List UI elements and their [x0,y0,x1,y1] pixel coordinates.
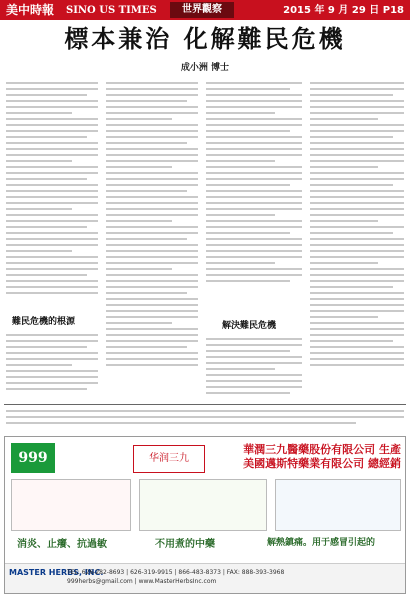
ad-web: 999herbs@gmail.com | www.MasterHerbsInc.com [67,578,217,585]
article-column-2 [106,82,198,400]
issue-date-text: 2015 年 9 月 29 日 [283,5,380,16]
article-column-1b [6,334,98,400]
ad-banner [205,443,401,471]
article-headline: 標本兼治 化解難民危機 [64,24,346,53]
ad-manufacturer: 華潤三九醫藥股份有限公司 生產 [243,443,401,456]
publication-name-en: SINO US TIMES [66,5,157,16]
ad-slogan-1: 消炎、止癢、抗過敏 [17,539,107,550]
master-herbs-logo: MASTER HERBS, INC. [9,568,104,577]
article-column-1 [6,82,98,312]
subhead-solution: 解決難民危機 [222,321,277,331]
ad-slogan-3: 解熱鎮痛。用于感冒引起的 [267,538,376,548]
masthead [0,0,410,20]
page-number: P18 [382,5,404,16]
article-column-4 [310,82,404,400]
ad-footer [5,563,405,594]
medicine-ad [4,436,406,594]
publication-name: 美中時報 [6,3,55,17]
article-byline: 成小洲 博士 [180,63,230,73]
article-divider [4,404,406,405]
ad-contact [67,568,284,586]
brand-999-logo: 999 [11,443,55,473]
product-image-1 [11,479,131,531]
subhead-root-cause: 難民危機的根源 [12,317,76,327]
huarun-logo: 华润三九 [133,445,205,473]
product-image-3 [275,479,401,531]
ad-phone: TEL: 626-282-8693 | 626-319-9915 | 866-483-8373 | FAX: 888-393-3968 [67,569,285,576]
article-continuation [6,410,404,432]
product-image-2 [139,479,267,531]
ad-distributor: 美國邁斯特藥業有限公司 總經銷 [243,457,401,470]
ad-slogan-2: 不用煮的中藥 [155,539,215,550]
issue-date [283,3,404,18]
article-column-3b [206,338,302,400]
section-tag: 世界觀察 [170,2,234,18]
